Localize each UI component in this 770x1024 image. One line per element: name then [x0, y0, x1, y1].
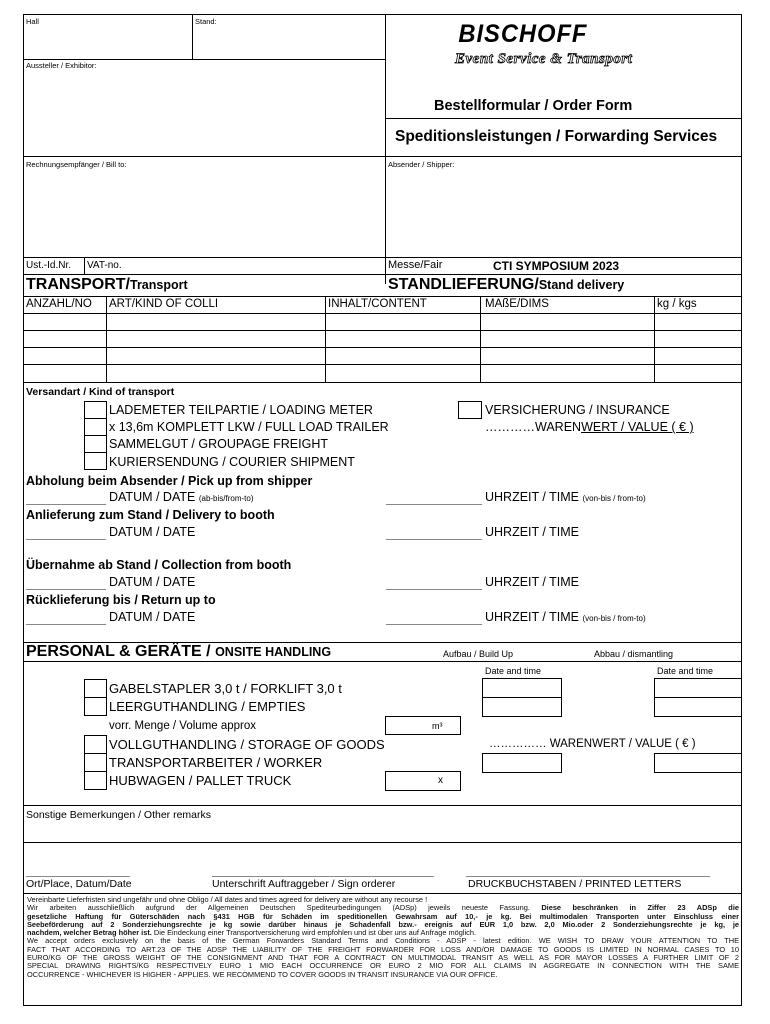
place-date-line[interactable]	[26, 866, 130, 877]
col-rule	[106, 296, 107, 382]
quantity-label: vorr. Menge / Volume approx	[109, 720, 257, 732]
rule	[23, 313, 742, 314]
personal-title-main: PERSONAL & GERÄTE /	[26, 643, 211, 660]
rule	[23, 893, 742, 894]
dismantling-date-time: Date and time	[657, 666, 714, 676]
return-time-label	[485, 610, 646, 624]
terms-line-bold: nachdem, welcher Betrag höher ist.	[27, 928, 152, 938]
delivery-title-sub: Stand delivery	[538, 278, 625, 292]
signature-label: Unterschrift Auftraggeber / Sign orderer	[212, 878, 396, 890]
rule	[23, 382, 742, 383]
bill-to-label: Rechnungsempfänger / Bill to:	[26, 160, 127, 169]
checkbox-insurance[interactable]	[458, 401, 482, 419]
rule	[23, 156, 742, 157]
personal-title-sub: ONSITE HANDLING	[215, 645, 332, 659]
pallet-truck-mark: x	[438, 775, 443, 786]
checkbox-pallet-truck[interactable]	[84, 771, 107, 790]
col-header-count: ANZAHL/NO	[26, 298, 92, 310]
pallet-truck-input[interactable]	[385, 771, 461, 791]
rule	[385, 14, 386, 284]
remarks-label: Sonstige Bemerkungen / Other remarks	[26, 809, 212, 821]
transport-title-sub: Transport	[130, 278, 188, 292]
signature-line[interactable]	[212, 866, 434, 877]
checkbox-loading-meter[interactable]	[84, 401, 107, 419]
workers-dismantling-input[interactable]	[654, 753, 742, 773]
return-time-line[interactable]	[386, 609, 482, 625]
dismantling-label: Abbau / dismantling	[594, 649, 674, 659]
checkbox-courier[interactable]	[84, 452, 107, 470]
rule	[23, 364, 742, 365]
collection-title: Übernahme ab Stand / Collection from booth	[26, 558, 292, 572]
col-rule	[325, 296, 326, 382]
rule	[23, 330, 742, 331]
terms-line: We accept orders exclusively on the basis of the German Forwarders Standard Terms and Conditions - ADSP - latest edition. WE WISH TO DRAW YOUR ATTENTION TO THE	[27, 936, 739, 946]
workers-build-up-input[interactable]	[482, 753, 562, 773]
goods-value-a: WAREN	[535, 420, 582, 434]
kind-title: Versandart / Kind of transport	[26, 386, 175, 398]
col-header-weight: kg / kgs	[657, 298, 697, 310]
terms-line-part: Die Eindeckung einer Transportversicherung wird empfohlen und ist über uns auf Anfrage möglich.	[153, 928, 477, 938]
pallet-truck-label: HUBWAGEN / PALLET TRUCK	[109, 773, 292, 788]
quantity-input[interactable]	[385, 716, 461, 735]
pickup-date-label	[109, 490, 254, 504]
personal-title	[26, 643, 331, 661]
transport-title	[26, 276, 188, 294]
terms-block	[27, 896, 739, 979]
rule	[23, 296, 742, 297]
place-date-label: Ort/Place, Datum/Date	[26, 878, 132, 890]
stand-label: Stand:	[195, 17, 217, 26]
hall-label: Hall	[26, 17, 39, 26]
goods-value-b: WERT / VALUE ( € )	[581, 420, 694, 434]
col-header-kind: ART/KIND OF COLLI	[109, 298, 219, 310]
terms-line: SPECIAL DRAWING RIGHTS/KG RESPECTIVELY EURO 1 MIO EACH OCCURRENCE OR EURO 2 MIO FOR ALL CLAIMS IN AGGREGATE IN CONNECTION WITH THE SAME	[27, 961, 739, 971]
vat-label-en: VAT-no.	[87, 260, 122, 271]
delivery-title-main: STANDLIEFERUNG/	[388, 276, 539, 293]
col-rule	[654, 296, 655, 382]
form-subtitle: Speditionsleistungen / Forwarding Services	[395, 128, 718, 145]
brand-logo: BISCHOFF	[458, 20, 588, 48]
pickup-time-text: UHRZEIT / TIME	[485, 490, 579, 504]
printed-name-line[interactable]	[466, 866, 710, 877]
goods-value-dots: …………	[485, 420, 535, 434]
col-rule	[480, 296, 481, 382]
checkbox-empties[interactable]	[84, 697, 107, 716]
option-loading-meter: LADEMETER TEILPARTIE / LOADING METER	[109, 403, 373, 417]
unit-m3: m³	[432, 721, 443, 731]
insurance-label: VERSICHERUNG / INSURANCE	[485, 403, 670, 417]
forklift-label: GABELSTAPLER 3,0 t / FORKLIFT 3,0 t	[109, 681, 342, 696]
workers-label: TRANSPORTARBEITER / WORKER	[109, 755, 323, 770]
pickup-date-line[interactable]	[26, 489, 106, 505]
rule	[23, 274, 742, 275]
checkbox-forklift[interactable]	[84, 679, 107, 698]
checkbox-workers[interactable]	[84, 753, 107, 772]
fair-label: Messe/Fair	[388, 259, 443, 271]
vat-label	[26, 260, 71, 271]
return-date-label: DATUM / DATE	[109, 610, 196, 624]
exhibitor-label: Aussteller / Exhibitor:	[26, 61, 97, 70]
transport-title-main: TRANSPORT/	[26, 276, 130, 293]
vat-label-de: Ust.-Id.Nr.	[26, 260, 72, 271]
terms-line: EURO/KG OF THE GROSS WEIGHT OF THE CONSIGNMENT AND THAT FOR A CONTRACT ON MULTIMODAL TRANSIT AS WELL AS FOR MAYOR LOSSES A FURTHER LIMIT OF 2	[27, 953, 739, 963]
collection-time-line[interactable]	[386, 574, 482, 590]
rule	[23, 59, 385, 60]
option-courier: KURIERSENDUNG / COURIER SHIPMENT	[109, 455, 355, 469]
checkbox-full-load[interactable]	[84, 418, 107, 436]
delivery-booth-title: Anlieferung zum Stand / Delivery to booth	[26, 508, 275, 522]
rule	[23, 842, 742, 843]
goods-value-label	[485, 420, 694, 434]
delivery-title	[388, 276, 624, 294]
rule	[84, 257, 85, 274]
pickup-time-label	[485, 490, 646, 504]
storage-value-text: WARENWERT / VALUE ( € )	[549, 738, 696, 750]
terms-line: Vereinbarte Lieferfristen sind ungefähr und ohne Obligo / All dates and times agreed for delivery are without any recourse !	[27, 895, 428, 904]
terms-line: OCCURRENCE - WHICHEVER IS HIGHER - APPLIES. WE RECOMMEND TO COVER GOODS IN TRANSIT INSURANCE VIA OUR OFFICE.	[27, 969, 498, 979]
pickup-time-note: (von-bis / from-to)	[582, 494, 646, 503]
rule	[23, 347, 742, 348]
collection-date-label: DATUM / DATE	[109, 575, 196, 589]
empties-label: LEERGUTHANDLING / EMPTIES	[109, 699, 306, 714]
rule	[192, 14, 193, 59]
frame-right	[741, 14, 742, 1006]
fair-name: CTI SYMPOSIUM 2023	[493, 259, 620, 273]
storage-value-label	[489, 738, 696, 750]
storage-value-dots: ……………	[489, 738, 547, 750]
checkbox-storage[interactable]	[84, 735, 107, 754]
delivery-date-label: DATUM / DATE	[109, 525, 196, 539]
shipper-label: Absender / Shipper:	[388, 160, 455, 169]
return-time-note: (von-bis / from-to)	[582, 614, 646, 623]
delivery-date-line[interactable]	[26, 524, 106, 540]
empties-build-up-input[interactable]	[482, 697, 562, 717]
storage-label: VOLLGUTHANDLING / STORAGE OF GOODS	[109, 737, 385, 752]
checkbox-groupage[interactable]	[84, 435, 107, 453]
pickup-date-text: DATUM / DATE	[109, 490, 196, 504]
empties-dismantling-input[interactable]	[654, 697, 742, 717]
frame-left	[23, 14, 24, 1006]
brand-subtitle: Event Service & Transport	[455, 51, 633, 67]
return-time-text: UHRZEIT / TIME	[485, 610, 579, 624]
printed-name-label: DRUCKBUCHSTABEN / PRINTED LETTERS	[468, 878, 682, 890]
terms-line: FACT THAT ACCORDING TO ART.23 OF THE ADSP THE LIABILITY OF THE FREIGHT FORWARDER FOR LOSS AND/OR DAMAGE TO GOODS IS LIMITED IN NORMAL CASES TO 10	[27, 944, 739, 954]
rule	[385, 118, 742, 119]
terms-line: gesetzliche Haftung für Güterschäden nach §431 HGB für Schäden im speditionellen Gewahrsam auf 10,- je kg. Bei multimodalen Transporten unter Einschluss einer	[27, 911, 739, 921]
option-groupage: SAMMELGUT / GROUPAGE FREIGHT	[109, 437, 329, 451]
option-full-load: x 13,6m KOMPLETT LKW / FULL LOAD TRAILER	[109, 420, 389, 434]
forklift-dismantling-input[interactable]	[654, 678, 742, 698]
frame-top	[23, 14, 742, 15]
rule	[23, 805, 742, 806]
col-header-content: INHALT/CONTENT	[328, 298, 427, 310]
rule	[23, 257, 742, 258]
delivery-time-line[interactable]	[386, 524, 482, 540]
pickup-time-line[interactable]	[386, 489, 482, 505]
terms-line-bold: Diese beschränken in Ziffer 23 ADSp die	[541, 903, 739, 913]
build-up-label: Aufbau / Build Up	[443, 649, 514, 659]
terms-line: Seebeförderung auf 2 Sonderziehungsrechte je kg sowie darüber hinaus je Schadenfall bzw.- ereignis auf EUR 1,0 bzw. 2,0 Mio.oder 2 Sonderziehungsrechte je kg, je	[27, 919, 739, 929]
build-up-date-time: Date and time	[485, 666, 542, 676]
rule	[23, 661, 742, 662]
frame-bottom	[23, 1005, 742, 1006]
pickup-date-note: (ab-bis/from-to)	[198, 494, 254, 503]
return-title: Rücklieferung bis / Return up to	[26, 593, 216, 607]
collection-date-line[interactable]	[26, 574, 106, 590]
return-date-line[interactable]	[26, 609, 106, 625]
terms-line-part: Wir arbeiten ausschließlich aufgrund der Allgemeinen Deutschen Spediteurbedingungen (ADSp) jeweils neueste Fassung.	[27, 903, 530, 913]
form-title: Bestellformular / Order Form	[434, 98, 633, 114]
collection-time-label: UHRZEIT / TIME	[485, 575, 579, 589]
forklift-build-up-input[interactable]	[482, 678, 562, 698]
pickup-title: Abholung beim Absender / Pick up from shipper	[26, 474, 313, 488]
col-header-dims: MAßE/DIMS	[485, 298, 549, 310]
delivery-time-label: UHRZEIT / TIME	[485, 525, 579, 539]
